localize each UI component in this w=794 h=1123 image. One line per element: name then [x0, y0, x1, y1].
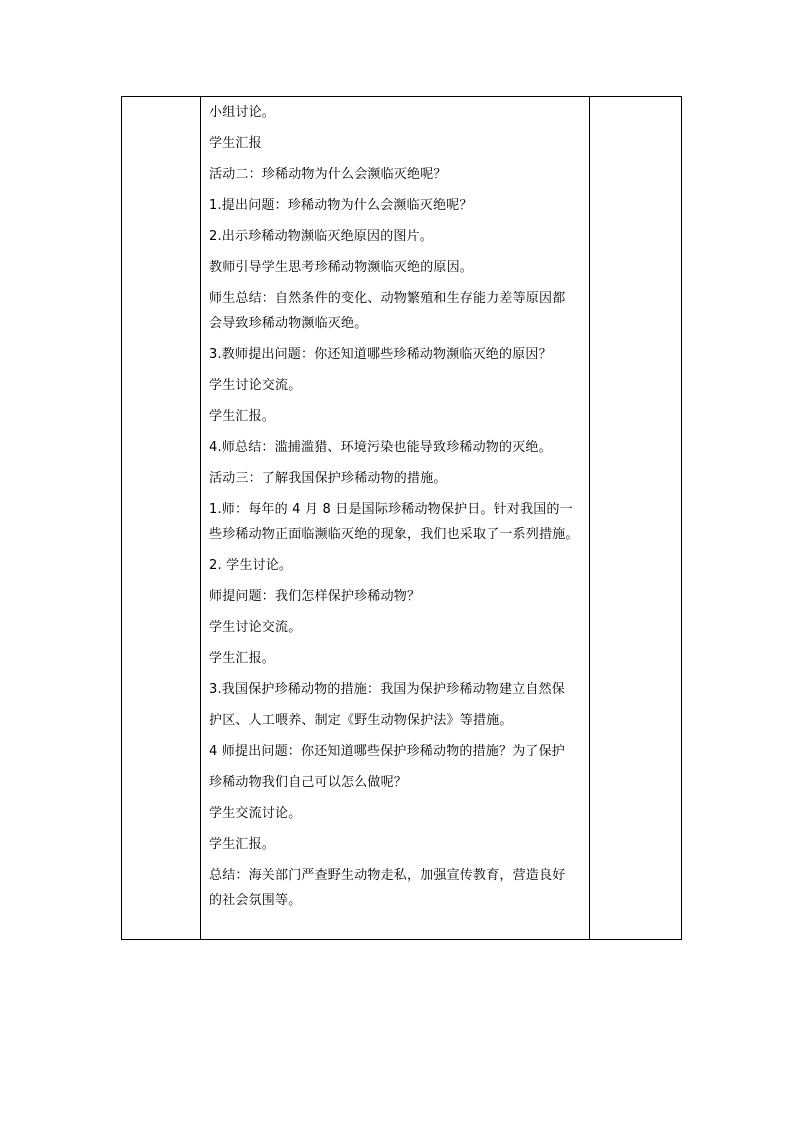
- text-line: 总结：海关部门严查野生动物走私，加强宣传教育，营造良好: [209, 868, 566, 883]
- text-line: 的社会氛围等。: [209, 893, 302, 908]
- text-line: 小组讨论。: [209, 105, 276, 120]
- text-line: 护区、人工喂养、制定《野生动物保护法》等措施。: [209, 713, 513, 728]
- text-line: 学生汇报。: [209, 837, 276, 852]
- text-line: 1.提出问题：珍稀动物为什么会濒临灭绝呢？: [209, 198, 473, 213]
- text-line: 4 师提出问题：你还知道哪些保护珍稀动物的措施？为了保护: [209, 744, 566, 759]
- text-line: 3.教师提出问题：你还知道哪些珍稀动物濒临灭绝的原因？: [209, 347, 552, 362]
- text-line: 学生讨论交流。: [209, 620, 302, 635]
- text-line: 学生交流讨论。: [209, 806, 302, 821]
- text-line: 学生汇报: [209, 136, 262, 151]
- text-line: 1.师：每年的 4 月 8 日是国际珍稀动物保护日。针对我国的一: [209, 502, 573, 517]
- table-column-right: [590, 97, 681, 939]
- table-column-left: [122, 97, 201, 939]
- text-line: 活动三：了解我国保护珍稀动物的措施。: [209, 471, 447, 486]
- text-line: 珍稀动物我们自己可以怎么做呢？: [209, 775, 408, 790]
- text-line: 学生汇报。: [209, 651, 276, 666]
- text-line: 学生汇报。: [209, 409, 276, 424]
- text-line: 活动二：珍稀动物为什么会濒临灭绝呢？: [209, 167, 447, 182]
- table-column-content: [201, 97, 590, 939]
- text-line: 教师引导学生思考珍稀动物濒临灭绝的原因。: [209, 260, 474, 275]
- text-line: 些珍稀动物正面临濒临灭绝的现象，我们也采取了一系列措施。: [209, 527, 579, 542]
- text-line: 会导致珍稀动物濒临灭绝。: [209, 316, 368, 331]
- text-line: 师生总结：自然条件的变化、动物繁殖和生存能力差等原因都: [209, 291, 566, 306]
- text-line: 师提问题：我们怎样保护珍稀动物？: [209, 589, 421, 604]
- lesson-plan-table: [121, 96, 682, 940]
- text-line: 3.我国保护珍稀动物的措施：我国为保护珍稀动物建立自然保: [209, 682, 566, 697]
- text-line: 2. 学生讨论。: [209, 558, 293, 573]
- text-line: 2.出示珍稀动物濒临灭绝原因的图片。: [209, 229, 434, 244]
- text-line: 学生讨论交流。: [209, 378, 302, 393]
- text-line: 4.师总结：滥捕滥猎、环境污染也能导致珍稀动物的灭绝。: [209, 440, 552, 455]
